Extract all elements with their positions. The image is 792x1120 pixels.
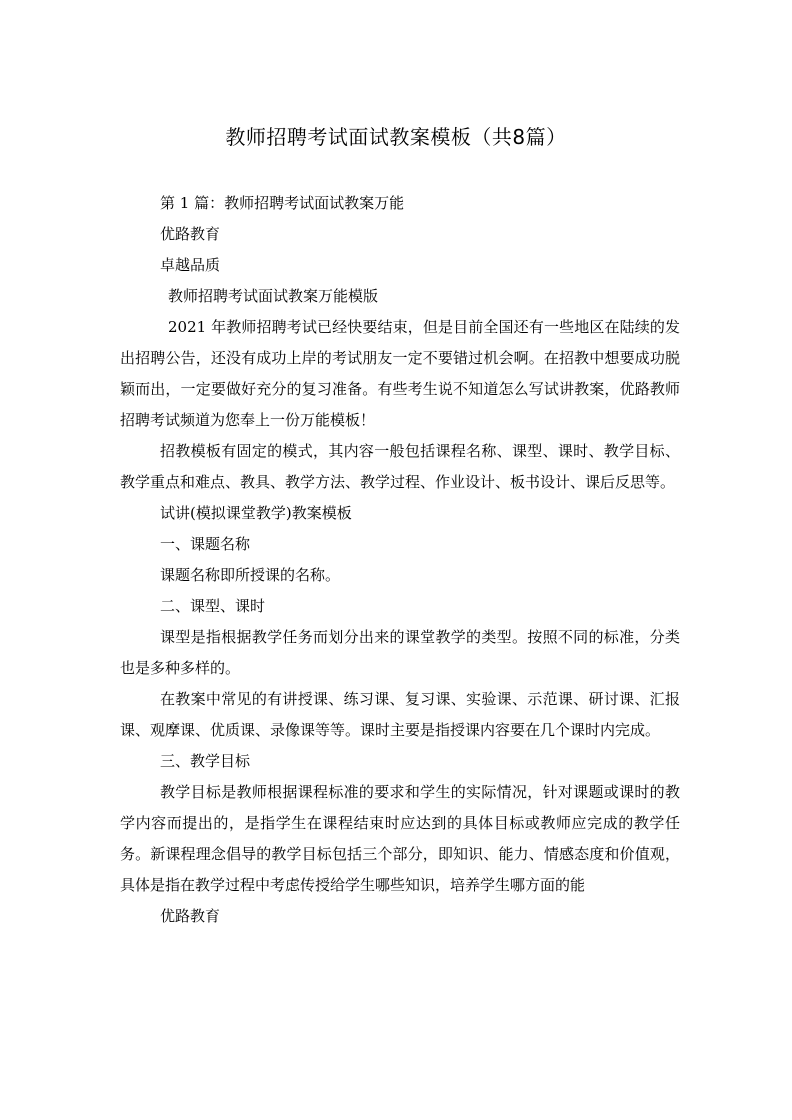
paragraph: 教学目标是教师根据课程标准的要求和学生的实际情况，针对课题或课时的教学内容而提出的，是指学生在课程结束时应达到的具体目标或教师应完成的教学任务。新课程理念倡导的教学目标包括三个部分，即知识、能力、情感态度和价值观，具体是指在教学过程中考虑传授给学生哪些知识，培养学生哪方面的能 xyxy=(120,783,680,894)
document-title: 教师招聘考试面试教案模板（共8篇） xyxy=(225,125,567,149)
paragraph: 招教模板有固定的模式，其内容一般包括课程名称、课型、课时、教学目标、教学重点和难点、教具、教学方法、教学过程、作业设计、板书设计、课后反思等。 xyxy=(120,442,680,491)
paragraph: 二、课型、课时 xyxy=(160,597,266,615)
paragraph: 在教案中常见的有讲授课、练习课、复习课、实验课、示范课、研讨课、汇报课、观摩课、优质课、录像课等等。课时主要是指授课内容要在几个课时内完成。 xyxy=(120,690,680,739)
paragraph: 一、课题名称 xyxy=(160,535,251,553)
paragraph: 第 1 篇：教师招聘考试面试教案万能 xyxy=(160,194,405,212)
paragraph: 课型是指根据教学任务而划分出来的课堂教学的类型。按照不同的标准，分类也是多种多样的。 xyxy=(120,628,680,677)
paragraph: 2021 年教师招聘考试已经快要结束，但是目前全国还有一些地区在陆续的发出招聘公告，还没有成功上岸的考试朋友一定不要错过机会啊。在招教中想要成功脱颖而出，一定要做好充分的复习准备。有些考生说不知道怎么写试讲教案，优路教师招聘考试频道为您奉上一份万能模板！ xyxy=(120,318,680,429)
paragraph: 教师招聘考试面试教案万能模版 xyxy=(168,287,379,305)
document-body xyxy=(120,188,680,932)
paragraph: 优路教育 xyxy=(160,225,221,243)
paragraph: 卓越品质 xyxy=(160,256,221,274)
paragraph: 三、教学目标 xyxy=(160,752,251,770)
paragraph: 课题名称即所授课的名称。 xyxy=(160,566,341,584)
paragraph: 试讲(模拟课堂教学)教案模板 xyxy=(160,504,352,522)
paragraph: 优路教育 xyxy=(160,907,221,925)
